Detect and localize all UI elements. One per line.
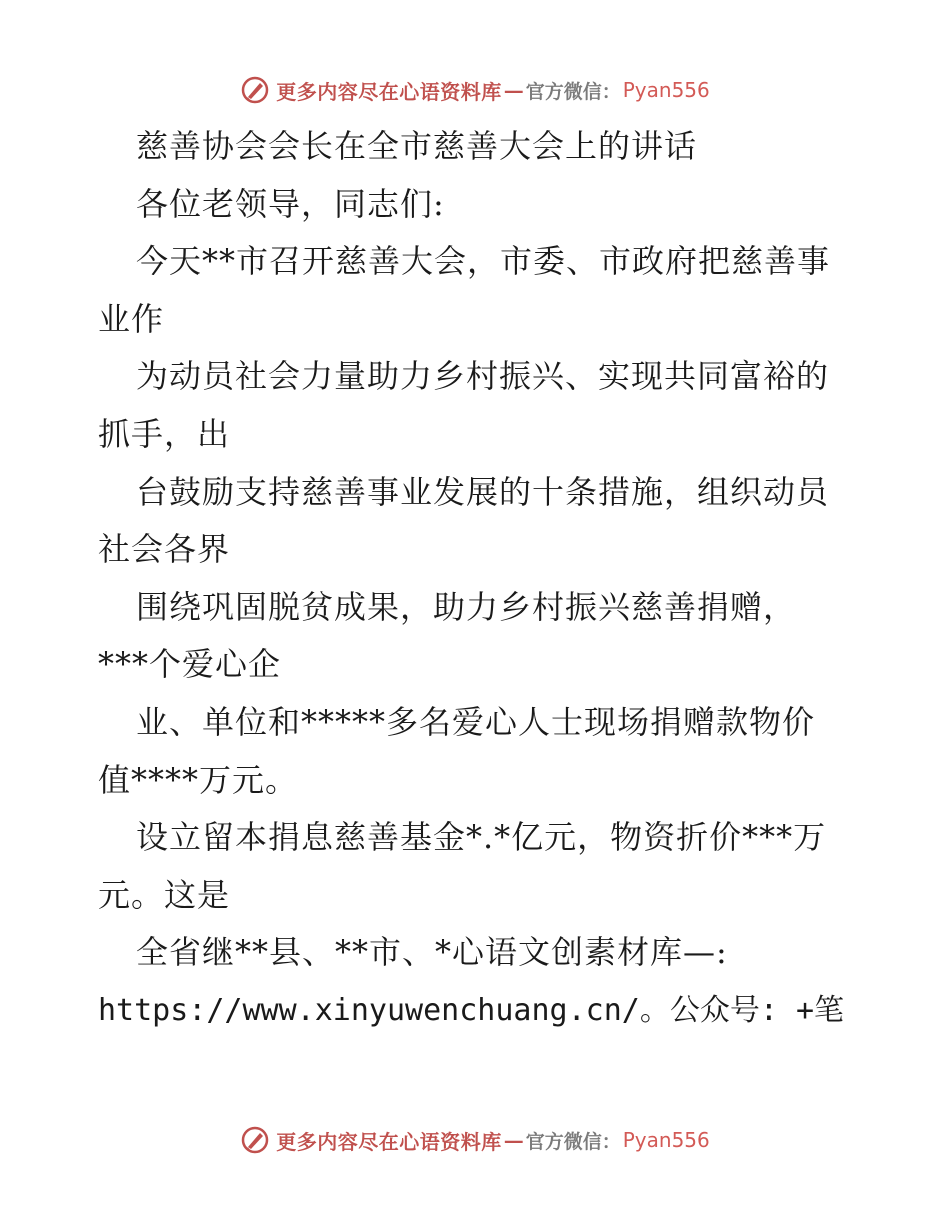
header-banner [0,70,950,110]
paragraph-line: 值****万元。 [98,760,299,799]
paragraph-line: 台鼓励支持慈善事业发展的十条措施，组织动员 [136,472,830,511]
paragraph-line: 全省继**县、**市、*心语文创素材库—: [136,933,728,972]
paragraph-line: 元。这是 [98,875,231,914]
document-title: 慈善协会会长在全市慈善大会上的讲话 [136,127,698,165]
header-banner-separator: — [503,78,524,102]
document-body [98,118,858,1040]
quill-logo-icon [240,1125,270,1155]
salutation: 各位老领导，同志们: [136,184,445,223]
header-wechat-id: Pyan556 [622,78,710,102]
footer-wechat-id: Pyan556 [622,1128,710,1152]
paragraph-line: 业作 [98,299,165,338]
paragraph-line: 为动员社会力量助力乡村振兴、实现共同富裕的 [136,357,830,396]
paragraph-line: 围绕巩固脱贫成果，助力乡村振兴慈善捐赠， [136,587,797,626]
paragraph-line: 设立留本捐息慈善基金*.*亿元，物资折价***万 [136,818,827,857]
header-wechat-label: 官方微信： [525,80,621,103]
footer-banner-separator: — [503,1128,524,1152]
paragraph-line: 抓手，出 [98,414,231,453]
footer-banner [0,1120,950,1160]
footer-banner-text: 更多内容尽在心语资料库 [276,1129,502,1154]
paragraph-line: ***个爱心企 [98,645,282,684]
header-banner-text: 更多内容尽在心语资料库 [276,79,502,104]
paragraph-line: 业、单位和*****多名爱心人士现场捐赠款物价 [136,702,816,741]
paragraph-line: 社会各界 [98,530,231,569]
paragraph-line-url: https://www.xinyuwenchuang.cn/。公众号: +笔 [98,992,845,1028]
paragraph-line: 今天**市召开慈善大会，市委、市政府把慈善事 [136,242,831,281]
footer-wechat-label: 官方微信： [525,1130,621,1153]
quill-logo-icon [240,75,270,105]
